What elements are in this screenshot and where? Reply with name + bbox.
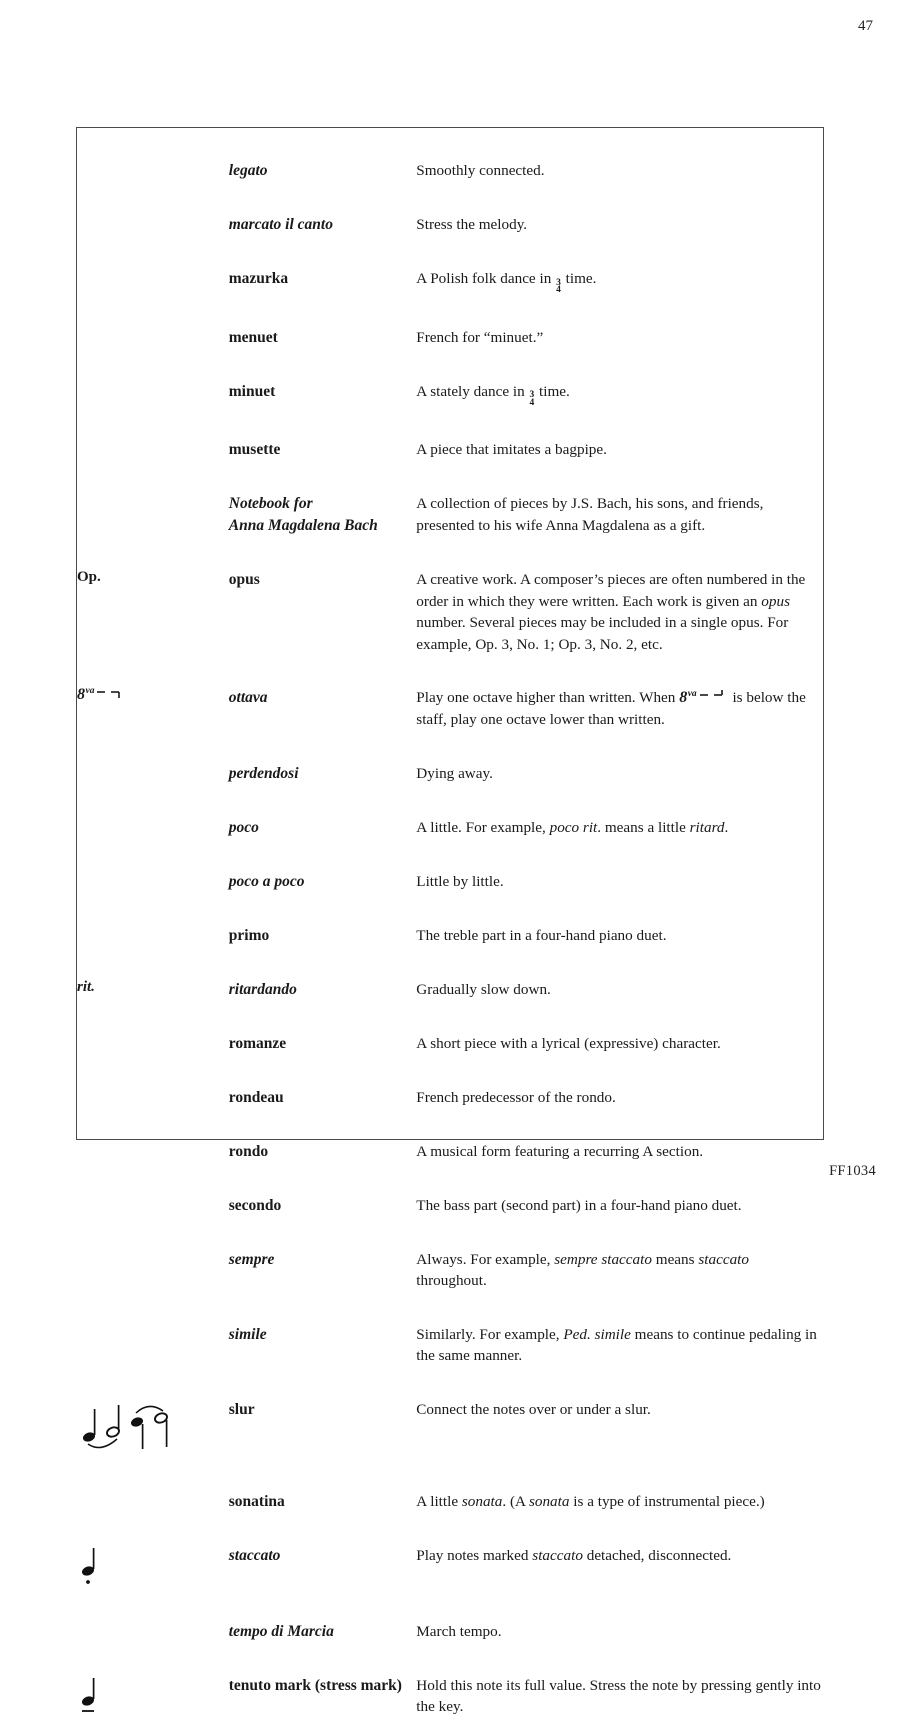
glossary-symbol-cell [77,327,229,349]
glossary-row [77,979,823,1001]
glossary-term [229,1491,417,1513]
glossary-definition: A creative work. A composer’s pieces are often numbered in the order in which they were written. Each work is given an opus number. Several pieces may be included in a single opus. For example, Op. 3, No. 1; Op. 3, No. 2, etc. [416,571,806,653]
glossary-term-text: staccato [228,1546,281,1564]
glossary-term [229,979,417,1001]
glossary-row [77,1249,823,1292]
row-spacer [77,236,823,268]
emphasis-text: poco rit [549,818,598,836]
glossary-row [77,569,823,655]
glossary-row [77,439,823,461]
glossary-term [229,687,417,730]
glossary-row [77,1141,823,1163]
glossary-term-text: perdendosi [228,764,299,782]
glossary-row [77,687,823,730]
glossary-definition: Hold this note its full value. Stress the note by pressing gently into the key. [416,1676,821,1716]
glossary-term [229,1033,417,1055]
glossary-term [229,493,417,537]
emphasis-text: Ped. simile [563,1325,631,1343]
row-spacer [77,893,823,925]
glossary-definition: A musical form featuring a recurring A section. [416,1142,704,1160]
glossary-term [229,1087,417,1109]
emphasis-text: staccato [698,1250,749,1268]
glossary-term-text: tenuto mark (stress mark) [228,1676,402,1694]
glossary-symbol-cell [77,1141,229,1163]
glossary-term [229,1399,417,1459]
glossary-row [77,493,823,537]
glossary-symbol-cell [77,1545,229,1589]
glossary-term-text: opus [228,571,260,589]
glossary-definition: A piece that imitates a bagpipe. [416,441,607,459]
glossary-symbol-cell [77,439,229,461]
glossary-term-text: tempo di Marcia [228,1622,334,1640]
row-spacer [77,407,823,439]
glossary-symbol-cell [77,493,229,537]
ottava-symbol: 8 va [77,687,126,703]
row-spacer [77,947,823,979]
glossary-symbol-cell [77,979,229,1001]
glossary-row [77,1545,823,1589]
row-spacer [77,1109,823,1141]
symbol-abbreviation: Op. [77,569,101,586]
row-spacer [77,1459,823,1491]
glossary-symbol-cell [77,687,229,730]
row-spacer [77,461,823,493]
glossary-term [229,569,417,655]
glossary-term-text: mazurka [228,270,289,287]
glossary-term-line: Anna Magdalena Bach [228,517,378,535]
glossary-term-text: simile [228,1325,267,1343]
staccato-note-icon [77,1545,107,1589]
glossary-definition: French predecessor of the rondo. [416,1088,616,1106]
glossary-definition: Connect the notes over or under a slur. [416,1400,651,1418]
glossary-term [229,1545,417,1589]
glossary-term-text: ottava [228,689,268,707]
glossary-box [76,127,824,1716]
glossary-term-text: slur [228,1400,255,1418]
glossary-row [77,160,823,182]
glossary-term-text: menuet [228,328,278,346]
glossary-definition: Gradually slow down. [416,980,551,998]
glossary-term-text: poco [228,818,259,836]
glossary-term-text: legato [228,162,268,179]
glossary-row [77,1621,823,1643]
glossary-row [77,1491,823,1513]
tenuto-note-icon [77,1675,107,1719]
glossary-term [229,925,417,947]
glossary-term-text: secondo [228,1196,282,1214]
glossary-symbol-cell [77,1675,229,1719]
row-spacer [77,839,823,871]
glossary-definition: Dying away. [416,764,493,782]
glossary-definition: A little sonata. (A sonata is a type of instrumental piece.) [416,1492,765,1510]
row-spacer [77,655,823,687]
glossary-row [77,381,823,408]
glossary-symbol-cell [77,1087,229,1109]
glossary-row [77,1324,823,1367]
glossary-term [229,327,417,349]
glossary-symbol-cell [77,569,229,655]
time-signature-glyph: 3 4 [529,390,535,408]
row-spacer [77,1367,823,1399]
row-spacer [77,349,823,381]
glossary-term-text: rondo [228,1142,269,1160]
glossary-definition: March tempo. [416,1622,502,1640]
emphasis-text: staccato [532,1546,583,1564]
glossary-term-text: marcato il canto [228,216,333,233]
glossary-term-text: primo [228,926,270,944]
glossary-term-text [229,495,378,534]
glossary-term [229,268,417,295]
glossary-definition: Play notes marked staccato detached, disconnected. [416,1546,732,1564]
glossary-symbol-cell [77,160,229,182]
glossary-symbol-cell [77,871,229,893]
glossary-term-text: poco a poco [228,872,305,890]
row-spacer [77,1001,823,1033]
glossary-term-text: sonatina [228,1492,285,1510]
glossary-definition: Similarly. For example, Ped. simile means to continue pedaling in the same manner. [416,1325,817,1365]
glossary-symbol-cell [77,1491,229,1513]
row-spacer [77,1589,823,1621]
row-spacer [77,182,823,214]
glossary-row [77,327,823,349]
emphasis-text: sonata [528,1492,570,1510]
glossary-definition: Stress the melody. [416,216,528,233]
row-spacer [77,1055,823,1087]
glossary-definition: A Polish folk dance in 3 4 time. [416,270,597,296]
glossary-term-text: romanze [228,1034,287,1052]
glossary-term [229,439,417,461]
symbol-abbreviation: rit. [77,978,95,995]
glossary-row [77,871,823,893]
glossary-row [77,214,823,236]
glossary-definition: Little by little. [416,872,504,890]
row-spacer [77,1513,823,1545]
emphasis-text: ritard [689,818,725,836]
row-spacer [77,537,823,569]
glossary-symbol-cell [77,268,229,295]
glossary-term-text: rondeau [228,1088,284,1106]
glossary-definition: A stately dance in 3 4 time. [416,382,570,408]
glossary-term [229,763,417,785]
glossary-symbol-cell [77,214,229,236]
glossary-definition: The bass part (second part) in a four-hand piano duet. [416,1196,742,1214]
glossary-term [229,1141,417,1163]
ottava-bracket-icon [96,687,126,703]
glossary-definition: A little. For example, poco rit. means a little ritard. [416,818,729,836]
glossary-symbol-cell [77,1195,229,1217]
glossary-symbol-cell [77,817,229,839]
glossary-definition: Smoothly connected. [416,162,545,179]
row-spacer [77,1163,823,1195]
page-number: 47 [858,18,873,34]
glossary-symbol-cell [77,1399,229,1459]
glossary-row [77,925,823,947]
glossary-term-text: sempre [228,1250,275,1268]
time-signature-glyph: 3 4 [556,277,561,296]
glossary-row [77,1399,823,1459]
glossary-term [229,1675,417,1719]
glossary-term-line: Notebook for [228,495,313,513]
glossary-row [77,1087,823,1109]
glossary-term-text: ritardando [228,980,297,998]
row-spacer [77,785,823,817]
glossary-term [229,817,417,839]
glossary-term [229,381,417,408]
glossary-symbol-cell [77,1621,229,1643]
glossary-row [77,763,823,785]
ottava-bracket-icon [699,690,729,706]
glossary-symbol-cell [77,1033,229,1055]
glossary-term [229,214,417,236]
glossary-term [229,1249,417,1292]
glossary-definition: French for “minuet.” [416,328,544,346]
emphasis-text: sonata [461,1492,503,1510]
glossary-term [229,1621,417,1643]
glossary-symbol-cell [77,925,229,947]
row-spacer [77,731,823,763]
glossary-row [77,1675,823,1719]
glossary-term-text: musette [228,441,281,459]
glossary-symbol-cell [77,1249,229,1292]
glossary-term [229,1324,417,1367]
glossary-row [77,817,823,839]
glossary-term [229,160,417,182]
glossary-term [229,1195,417,1217]
glossary-definition: A short piece with a lyrical (expressive) character. [416,1034,721,1052]
slur-notation-icon [77,1399,173,1459]
glossary-symbol-cell [77,1324,229,1367]
glossary-definition: A collection of pieces by J.S. Bach, his sons, and friends, presented to his wife Anna Magdalena as a gift. [416,495,764,534]
row-spacer [77,1643,823,1675]
emphasis-text: sempre staccato [554,1250,652,1268]
emphasis-text: opus [761,592,790,610]
glossary-definition: Play one octave higher than written. When 8 va is below the staff, play one octave lower than written. [416,689,806,728]
row-spacer [77,1292,823,1324]
glossary-term-text: minuet [228,382,276,400]
glossary-body [77,160,823,1719]
glossary-symbol-cell [77,381,229,408]
glossary-symbol-cell [77,763,229,785]
row-spacer [77,1217,823,1249]
glossary-definition: Always. For example, sempre staccato means staccato throughout. [416,1250,749,1290]
row-spacer [77,295,823,327]
glossary-definition: The treble part in a four-hand piano duet. [416,926,667,944]
glossary-term [229,871,417,893]
glossary-row [77,1033,823,1055]
glossary-row [77,1195,823,1217]
footer-code: FF1034 [829,1163,876,1179]
ottava-symbol: 8 va [679,690,728,706]
glossary-table [77,160,823,1719]
glossary-row [77,268,823,295]
